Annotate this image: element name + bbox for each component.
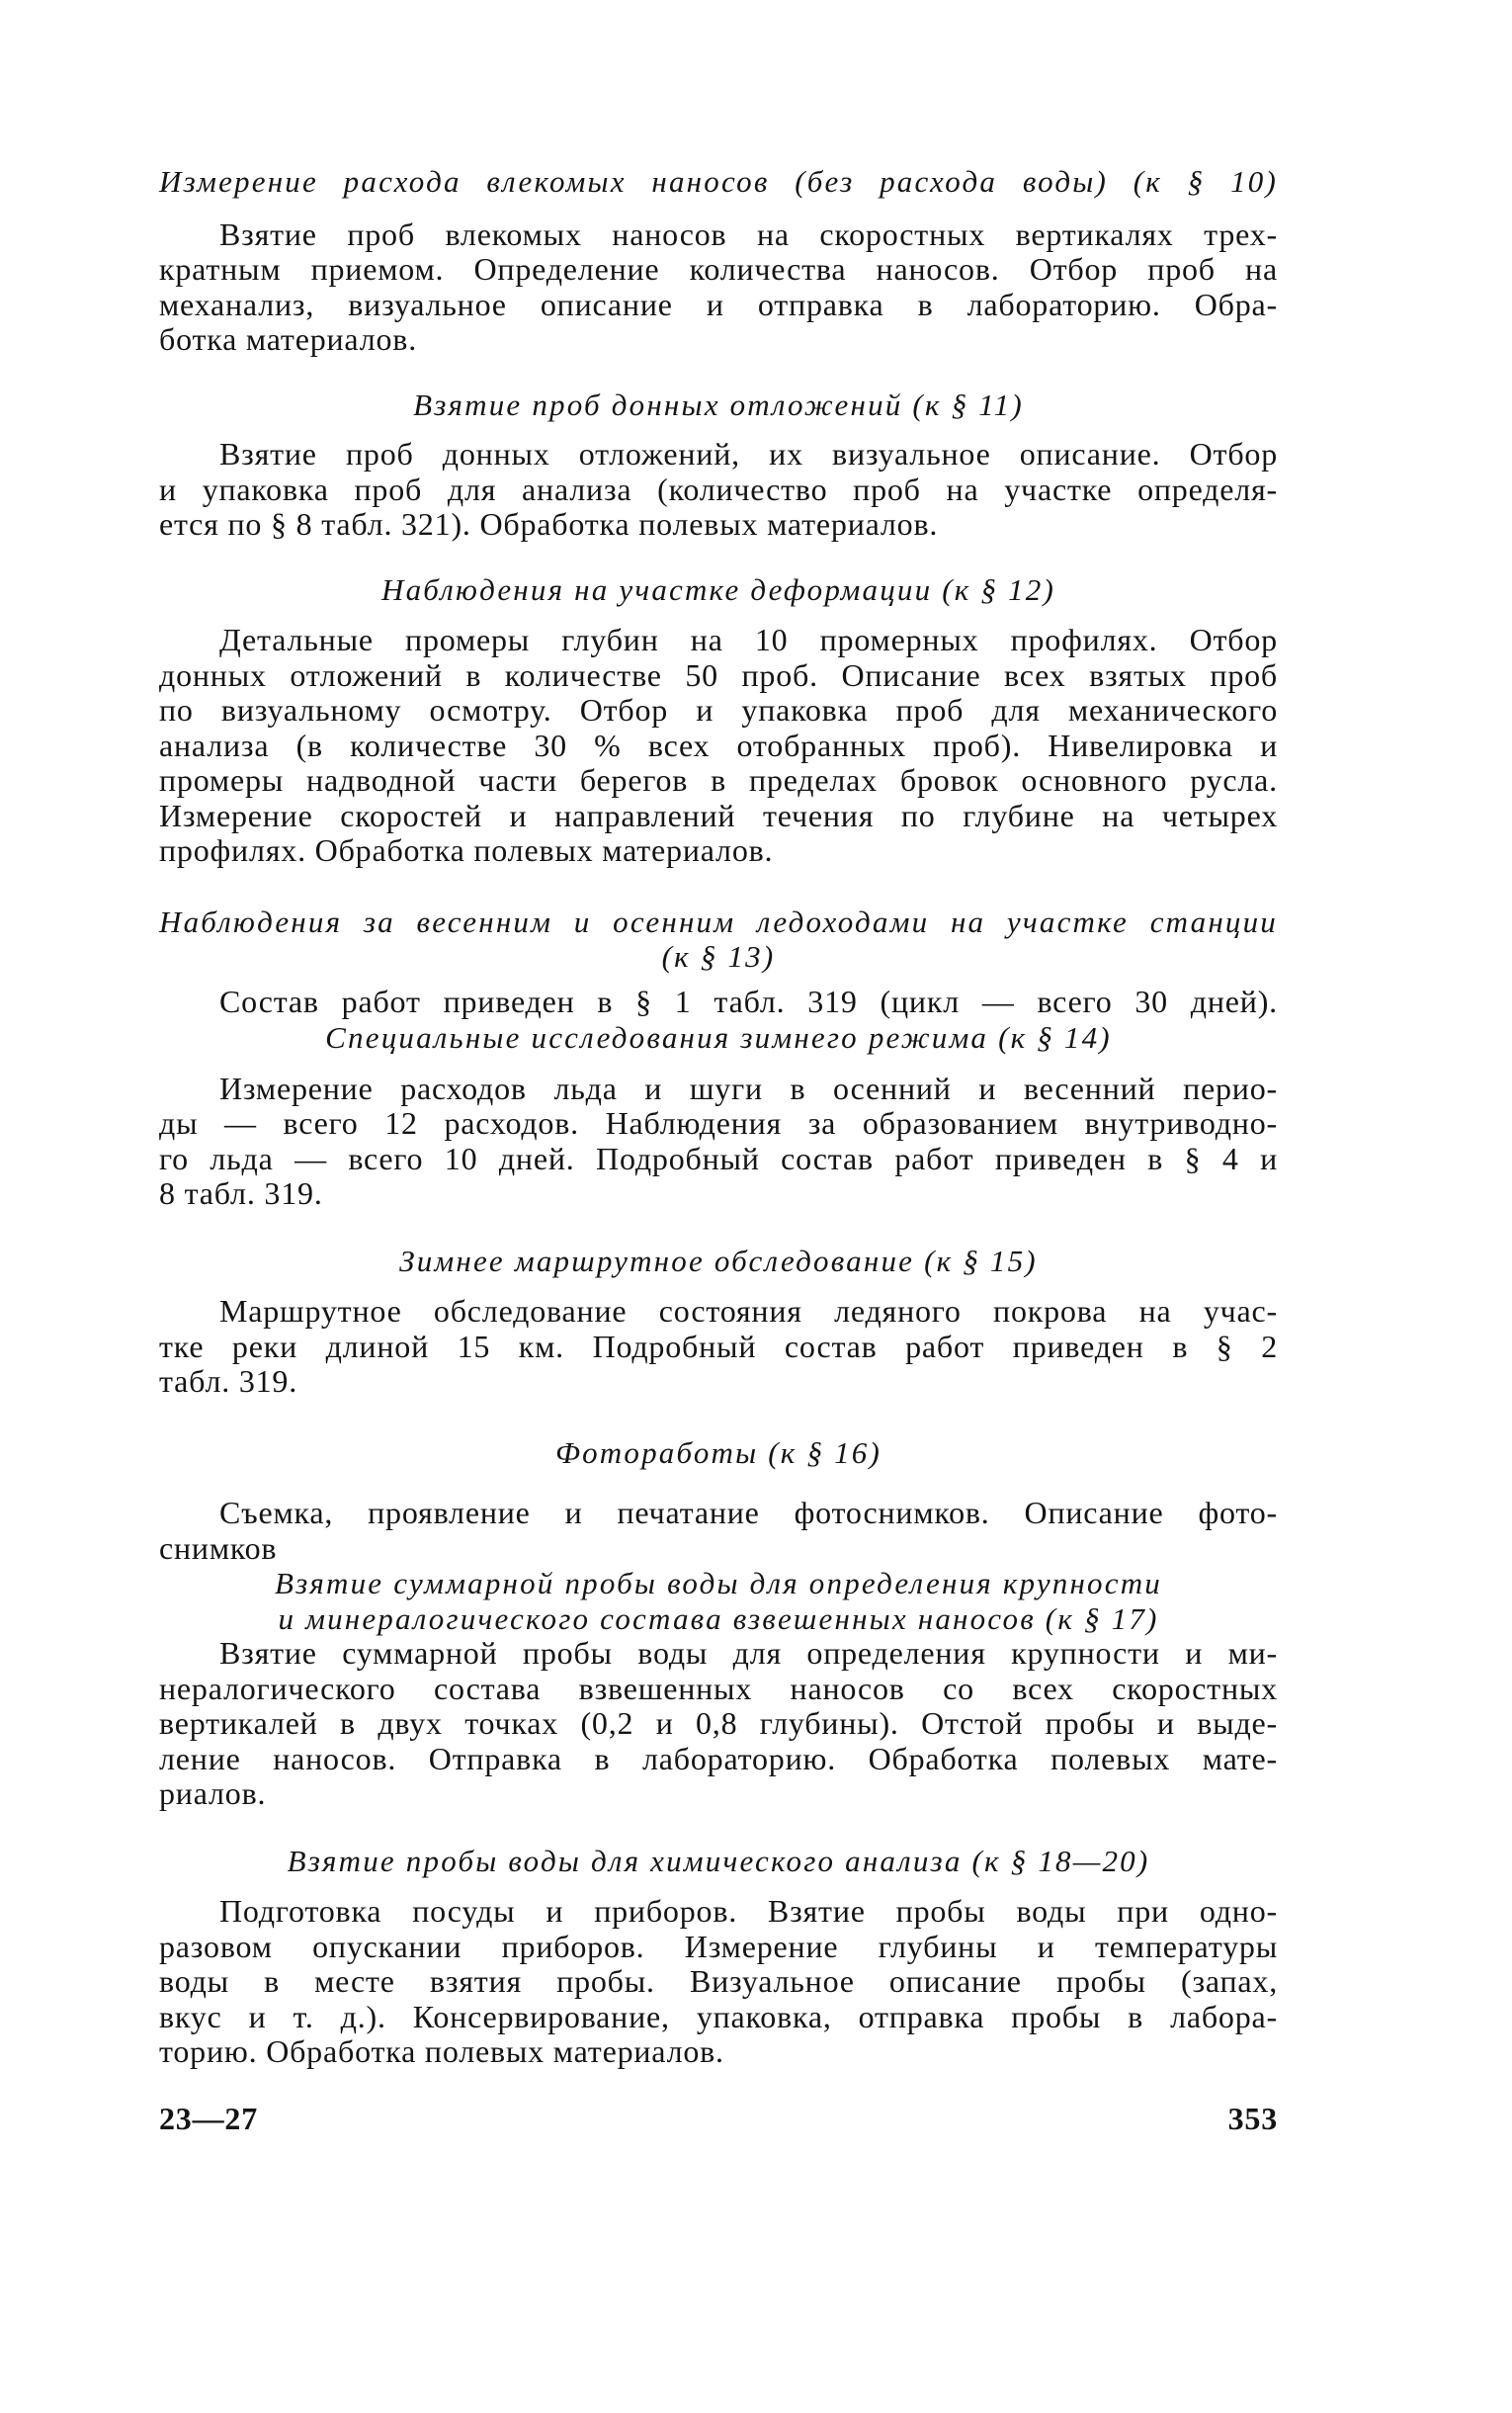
paragraph-line: механализ, визуальное описание и отправка в лабораторию. Обра-	[159, 286, 1278, 322]
section-winter-regime-studies	[159, 1020, 1278, 1212]
section-body	[159, 1894, 1278, 2070]
section-heading	[159, 1244, 1278, 1279]
heading-line: Взятие пробы воды для химического анализа (к § 18—20)	[287, 1843, 1150, 1878]
section-heading	[159, 388, 1278, 423]
section-heading	[159, 1020, 1278, 1056]
heading-line: Наблюдения за весенним и осенним ледоходами на участке станции	[159, 904, 1278, 939]
paragraph-line: донных отложений в количестве 50 проб. Описание всех взятых проб	[159, 656, 1278, 693]
signature-mark: 23—27	[159, 2100, 258, 2136]
paragraph-line: ление наносов. Отправка в лабораторию. Обработка полевых мате-	[159, 1740, 1278, 1776]
section-heading	[159, 1844, 1278, 1879]
paragraph-line: кратным приемом. Определение количества наносов. Отбор проб на	[159, 251, 1278, 287]
heading-line: Наблюдения на участке деформации (к § 12)	[381, 571, 1055, 607]
paragraph-line: го льда — всего 10 дней. Подробный состав работ приведен в § 4 и	[159, 1140, 1278, 1176]
section-heading	[159, 572, 1278, 608]
page-text	[159, 164, 1278, 2136]
section-heading	[159, 905, 1278, 975]
paragraph-line: Детальные промеры глубин на 10 промерных профилях. Отбор	[219, 622, 1278, 657]
section-heading	[159, 164, 1278, 200]
section-deformation-site-observations	[159, 572, 1278, 869]
page-number: 353	[1227, 2100, 1278, 2136]
section-heading	[159, 1566, 1278, 1636]
paragraph-line: ботка материалов.	[159, 321, 417, 357]
section-composite-water-sample	[159, 1566, 1278, 1812]
heading-line: Специальные исследования зимнего режима (к § 14)	[325, 1020, 1112, 1055]
section-body	[159, 217, 1278, 358]
section-body	[159, 1072, 1278, 1212]
paragraph-line: торию. Обработка полевых материалов.	[159, 2033, 724, 2069]
heading-line: Измерение расхода влекомых наносов (без расхода воды) (к § 10)	[159, 164, 1278, 199]
paragraph-line: Взятие суммарной пробы воды для определения крупности и ми-	[219, 1635, 1278, 1671]
paragraph-line: воды в месте взятия пробы. Визуальное описание пробы (запах,	[159, 1963, 1278, 1999]
paragraph-line: вертикалей в двух точках (0,2 и 0,8 глубины). Отстой пробы и выде-	[159, 1705, 1278, 1741]
paragraph-line: Измерение расходов льда и шуги в осенний и весенний перио-	[219, 1070, 1278, 1106]
paragraph-line: ды — всего 12 расходов. Наблюдения за образованием внутриводно-	[159, 1105, 1278, 1141]
section-chemical-analysis-sample	[159, 1844, 1278, 2070]
paragraph-line: Измерение скоростей и направлений течения по глубине на четырех	[159, 797, 1278, 833]
heading-line: Взятие проб донных отложений (к § 11)	[413, 387, 1024, 422]
paragraph-line: Съемка, проявление и печатание фотоснимков. Описание фото-	[219, 1495, 1278, 1530]
section-body	[159, 1294, 1278, 1400]
section-body	[159, 985, 1278, 1020]
section-winter-route-survey	[159, 1244, 1278, 1400]
heading-line: Взятие суммарной пробы воды для определения крупности	[274, 1566, 1163, 1600]
paragraph-line: Взятие проб донных отложений, их визуальное описание. Отбор	[219, 436, 1278, 472]
paragraph-line: Маршрутное обследование состояния ледяного покрова на учас-	[219, 1293, 1278, 1329]
paragraph-line: нералогического состава взвешенных наносов со всех скоростных	[159, 1670, 1278, 1706]
heading-line: и минералогического состава взвешенных наносов (к § 17)	[278, 1600, 1159, 1636]
section-body	[159, 1496, 1278, 1566]
paragraph-line: и упаковка проб для анализа (количество проб на участке определя-	[159, 471, 1278, 507]
paragraph-line: анализа (в количестве 30 % всех отобранных проб). Нивелировка и	[159, 727, 1278, 763]
paragraph-line: риалов.	[159, 1775, 267, 1811]
section-ice-drift-observations	[159, 905, 1278, 1020]
paragraph-line: тке реки длиной 15 км. Подробный состав работ приведен в § 2	[159, 1328, 1278, 1364]
section-bed-load-measurement	[159, 164, 1278, 358]
section-body	[159, 623, 1278, 869]
section-bottom-sediment-sampling	[159, 388, 1278, 543]
paragraph-line: Состав работ приведен в § 1 табл. 319 (цикл — всего 30 дней).	[219, 983, 1278, 1019]
page-footer	[159, 2102, 1278, 2137]
paragraph-line: ется по § 8 табл. 321). Обработка полевых материалов.	[159, 506, 939, 542]
section-heading	[159, 1435, 1278, 1471]
paragraph-line: снимков	[159, 1529, 278, 1566]
heading-line: Зимнее маршрутное обследование (к § 15)	[399, 1243, 1038, 1278]
paragraph-line: профилях. Обработка полевых материалов.	[159, 832, 774, 868]
section-photo-work	[159, 1435, 1278, 1567]
paragraph-line: промеры надводной части берегов в пределах бровок основного русла.	[159, 762, 1278, 798]
section-body	[159, 437, 1278, 543]
paragraph-line: вкус и т. д.). Консервирование, упаковка, отправка пробы в лабора-	[159, 1998, 1278, 2034]
heading-line: Фотоработы (к § 16)	[554, 1434, 882, 1470]
paragraph-line: 8 табл. 319.	[159, 1175, 323, 1211]
section-body	[159, 1636, 1278, 1812]
heading-line: (к § 13)	[661, 939, 776, 974]
paragraph-line: разовом опускании приборов. Измерение глубины и температуры	[159, 1928, 1278, 1964]
paragraph-line: табл. 319.	[159, 1363, 298, 1399]
paragraph-line: Взятие проб влекомых наносов на скоростных вертикалях трех-	[219, 215, 1278, 252]
paragraph-line: по визуальному осмотру. Отбор и упаковка проб для механического	[159, 692, 1278, 728]
paragraph-line: Подготовка посуды и приборов. Взятие пробы воды при одно-	[219, 1893, 1278, 1929]
